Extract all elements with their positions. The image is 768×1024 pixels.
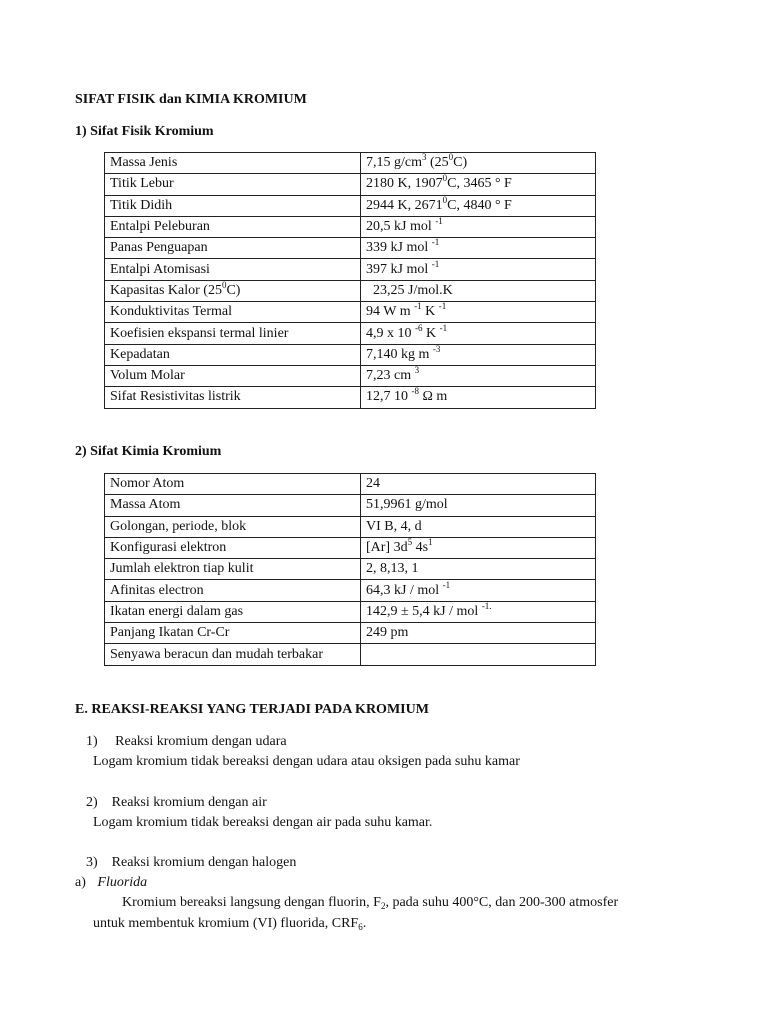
table-row bbox=[105, 365, 596, 386]
property-value-tail: C, 4840 ° F bbox=[447, 197, 512, 213]
property-value bbox=[361, 259, 596, 280]
table-row bbox=[105, 259, 596, 280]
property-value-sup: 0 bbox=[448, 152, 454, 163]
property-name-text: Golongan, periode, blok bbox=[110, 518, 247, 534]
property-value-sup: -1 bbox=[442, 579, 451, 590]
property-name bbox=[105, 259, 361, 280]
property-name-text: Afinitas electron bbox=[110, 582, 204, 598]
table-row bbox=[105, 623, 596, 644]
property-name bbox=[105, 323, 361, 344]
property-name bbox=[105, 302, 361, 323]
property-name-text: Massa Jenis bbox=[110, 155, 178, 171]
property-name bbox=[105, 280, 361, 301]
property-value bbox=[361, 601, 596, 622]
property-name bbox=[105, 644, 361, 665]
property-name-text: Konfigurasi elektron bbox=[110, 540, 227, 556]
table-row bbox=[105, 537, 596, 558]
table-row bbox=[105, 344, 596, 365]
property-name-text: Sifat Resistivitas listrik bbox=[110, 389, 241, 405]
property-name bbox=[105, 601, 361, 622]
fluoride-subheading bbox=[75, 875, 147, 891]
property-name-text: Senyawa beracun dan mudah terbakar bbox=[110, 646, 324, 662]
property-value-text: 12,7 10 bbox=[366, 389, 412, 405]
reaction-3-title: 3) Reaksi kromium dengan halogen bbox=[86, 855, 297, 870]
table-row bbox=[105, 153, 596, 174]
property-value bbox=[361, 365, 596, 386]
property-value-text: 2, 8,13, 1 bbox=[366, 561, 419, 577]
property-value-tail: K bbox=[421, 304, 439, 320]
property-value bbox=[361, 195, 596, 216]
fluoride-paragraph-line-1 bbox=[122, 895, 618, 911]
property-value-text: 7,23 cm bbox=[366, 368, 415, 384]
property-value-sup: -1 bbox=[439, 322, 448, 333]
property-name bbox=[105, 365, 361, 386]
property-name-text: Jumlah elektron tiap kulit bbox=[110, 561, 254, 577]
property-value-text: 2180 K, 1907 bbox=[366, 176, 443, 192]
property-name-text: Konduktivitas Termal bbox=[110, 304, 233, 320]
table-row bbox=[105, 280, 596, 301]
property-value-text: 397 kJ mol bbox=[366, 261, 432, 277]
section-heading-physical: 1) Sifat Fisik Kromium bbox=[75, 124, 214, 139]
property-value-sup: -1. bbox=[481, 600, 492, 611]
property-name-text: Kepadatan bbox=[110, 346, 170, 362]
property-value bbox=[361, 280, 596, 301]
reaction-1-title: 1) Reaksi kromium dengan udara bbox=[86, 734, 287, 749]
property-value bbox=[361, 537, 596, 558]
property-value-sup: 0 bbox=[442, 173, 448, 184]
property-value bbox=[361, 644, 596, 665]
property-value bbox=[361, 238, 596, 259]
fluoride-text-1: Kromium bereaksi langsung dengan fluorin, F bbox=[122, 895, 381, 910]
property-value-sup: 1 bbox=[428, 537, 433, 548]
table-row bbox=[105, 195, 596, 216]
property-name bbox=[105, 537, 361, 558]
table-row bbox=[105, 644, 596, 665]
table-row bbox=[105, 516, 596, 537]
property-value-sup: 0 bbox=[442, 194, 448, 205]
property-value-sup: 3 bbox=[422, 152, 427, 163]
property-value-tail: C) bbox=[453, 155, 468, 171]
property-value-sup: -3 bbox=[432, 343, 441, 354]
table-row bbox=[105, 559, 596, 580]
property-name-text: Ikatan energi dalam gas bbox=[110, 603, 244, 619]
property-value-text: 20,5 kJ mol bbox=[366, 219, 436, 235]
table-row bbox=[105, 387, 596, 408]
fluoride-title: Fluorida bbox=[97, 875, 148, 890]
property-name-text: Panas Penguapan bbox=[110, 240, 208, 256]
property-value-tail: Ω m bbox=[419, 389, 448, 405]
fluoride-text-2: , pada suhu 400°C, dan 200-300 atmosfer bbox=[385, 895, 619, 910]
property-name-text: Massa Atom bbox=[110, 497, 181, 513]
table-row bbox=[105, 474, 596, 495]
property-value bbox=[361, 216, 596, 237]
property-value-text: 339 kJ mol bbox=[366, 240, 432, 256]
property-value-text: 142,9 ± 5,4 kJ / mol bbox=[366, 603, 482, 619]
property-value bbox=[361, 495, 596, 516]
property-name-text: Titik Didih bbox=[110, 197, 173, 213]
property-name-text: Entalpi Peleburan bbox=[110, 219, 210, 235]
property-name bbox=[105, 580, 361, 601]
property-name bbox=[105, 623, 361, 644]
property-name-text: Titik Lebur bbox=[110, 176, 174, 192]
property-value-text: 23,25 J/mol.K bbox=[366, 282, 453, 298]
property-value-tail: K bbox=[422, 325, 440, 341]
property-name-tail: C) bbox=[226, 282, 241, 298]
property-name bbox=[105, 195, 361, 216]
fluoride-marker: a) bbox=[75, 875, 86, 890]
property-value-tail: C, 3465 ° F bbox=[447, 176, 512, 192]
property-value-sup: -1 bbox=[435, 216, 443, 227]
property-name bbox=[105, 238, 361, 259]
property-name-text: Entalpi Atomisasi bbox=[110, 261, 210, 277]
property-value-sup: -6 bbox=[415, 322, 423, 333]
fluoride-text-3: untuk membentuk kromium (VI) fluorida, CRF bbox=[93, 916, 359, 931]
property-value-text: 249 pm bbox=[366, 625, 409, 641]
property-name bbox=[105, 216, 361, 237]
fluoride-sub-1: 2 bbox=[380, 901, 386, 911]
property-value-text: 64,3 kJ / mol bbox=[366, 582, 443, 598]
table-row bbox=[105, 174, 596, 195]
property-value-text: [Ar] 3d bbox=[366, 540, 408, 556]
property-value-sup: -1 bbox=[431, 237, 440, 248]
document-title: SIFAT FISIK dan KIMIA KROMIUM bbox=[75, 92, 307, 107]
property-value bbox=[361, 323, 596, 344]
reaction-1-text: Logam kromium tidak bereaksi dengan udara atau oksigen pada suhu kamar bbox=[93, 754, 520, 769]
property-value-sup: -8 bbox=[411, 386, 419, 397]
property-name-text: Kapasitas Kalor (25 bbox=[110, 282, 222, 298]
physical-properties-table bbox=[104, 152, 596, 409]
property-name-text: Nomor Atom bbox=[110, 476, 185, 492]
property-value-text: 94 W m bbox=[366, 304, 415, 320]
property-value bbox=[361, 623, 596, 644]
property-value bbox=[361, 559, 596, 580]
fluoride-text-4: . bbox=[362, 916, 367, 931]
property-value-sup: 3 bbox=[414, 365, 420, 376]
property-value bbox=[361, 580, 596, 601]
property-value-text: 24 bbox=[366, 476, 380, 492]
property-value-sup: -1 bbox=[414, 301, 422, 312]
fluoride-sub-2: 6 bbox=[358, 922, 363, 932]
table-row bbox=[105, 323, 596, 344]
property-name bbox=[105, 387, 361, 408]
table-row bbox=[105, 601, 596, 622]
table-row bbox=[105, 238, 596, 259]
table-row bbox=[105, 216, 596, 237]
property-name bbox=[105, 559, 361, 580]
property-name bbox=[105, 344, 361, 365]
table-row bbox=[105, 495, 596, 516]
property-name-text: Koefisien ekspansi termal linier bbox=[110, 325, 289, 341]
property-name bbox=[105, 153, 361, 174]
property-name-text: Volum Molar bbox=[110, 368, 185, 384]
chemical-properties-table bbox=[104, 473, 596, 666]
property-value-sup: 5 bbox=[407, 537, 413, 548]
property-value bbox=[361, 153, 596, 174]
property-value-text: 7,140 kg m bbox=[366, 346, 433, 362]
property-value-text: 4,9 x 10 bbox=[366, 325, 415, 341]
property-value bbox=[361, 474, 596, 495]
property-value-text: 7,15 g/cm bbox=[366, 155, 422, 171]
fluoride-paragraph-line-2 bbox=[93, 916, 366, 932]
property-value-text: 51,9961 g/mol bbox=[366, 497, 448, 513]
property-value bbox=[361, 516, 596, 537]
property-name bbox=[105, 174, 361, 195]
section-heading-reactions: E. REAKSI-REAKSI YANG TERJADI PADA KROMIUM bbox=[75, 702, 429, 717]
section-heading-chemical: 2) Sifat Kimia Kromium bbox=[75, 444, 222, 459]
property-name bbox=[105, 516, 361, 537]
table-row bbox=[105, 580, 596, 601]
property-value-text: VI B, 4, d bbox=[366, 518, 422, 534]
property-value-tail: 4s bbox=[412, 540, 429, 556]
property-name bbox=[105, 474, 361, 495]
property-value-text: 2944 K, 2671 bbox=[366, 197, 443, 213]
property-value-sup: -1 bbox=[431, 258, 440, 269]
property-name bbox=[105, 495, 361, 516]
property-value bbox=[361, 302, 596, 323]
property-value-tail: (25 bbox=[426, 155, 449, 171]
property-name-sup: 0 bbox=[221, 279, 227, 290]
property-name-text: Panjang Ikatan Cr-Cr bbox=[110, 625, 230, 641]
property-value bbox=[361, 344, 596, 365]
property-value-sup: -1 bbox=[438, 301, 447, 312]
reaction-2-title: 2) Reaksi kromium dengan air bbox=[86, 795, 267, 810]
property-value bbox=[361, 387, 596, 408]
table-row bbox=[105, 302, 596, 323]
property-value bbox=[361, 174, 596, 195]
reaction-2-text: Logam kromium tidak bereaksi dengan air pada suhu kamar. bbox=[93, 815, 433, 830]
